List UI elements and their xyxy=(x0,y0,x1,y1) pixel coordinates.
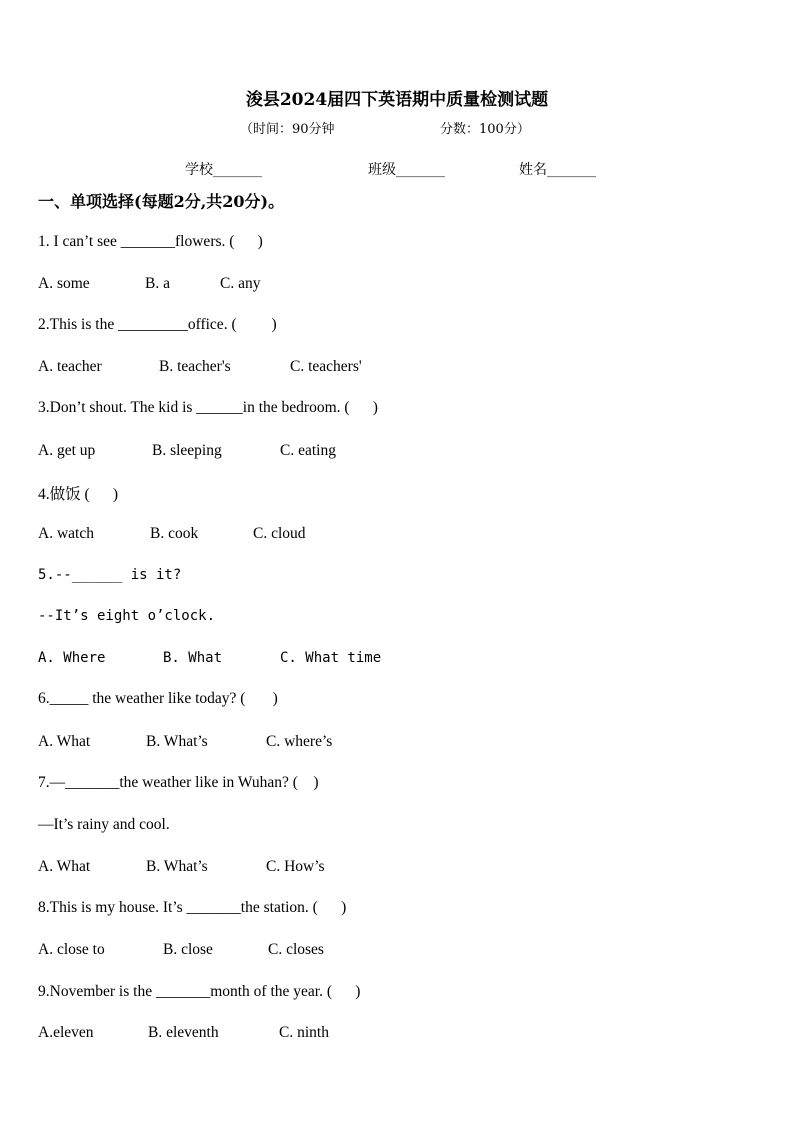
school-field: 学校_______ xyxy=(185,162,262,178)
question-1-text: 1. I can’t see _______flowers. ( ) xyxy=(38,233,263,250)
question-6-option-b: B. What’s xyxy=(146,733,208,750)
question-2-option-a: A. teacher xyxy=(38,358,102,375)
question-6-text: 6._____ the weather like today? ( ) xyxy=(38,690,278,707)
question-3-option-b: B. sleeping xyxy=(152,442,222,459)
question-1-option-b: B. a xyxy=(145,275,170,292)
name-field: 姓名_______ xyxy=(519,162,596,178)
question-8-option-b: B. close xyxy=(163,941,213,958)
question-4-option-c: C. cloud xyxy=(253,525,306,542)
question-5-option-c: C. What time xyxy=(280,650,382,666)
question-1-option-a: A. some xyxy=(38,275,90,292)
question-2-option-b: B. teacher's xyxy=(159,358,231,375)
question-1-option-c: C. any xyxy=(220,275,261,292)
question-7-option-a: A. What xyxy=(38,858,91,875)
class-field: 班级_______ xyxy=(368,162,445,178)
question-9-option-c: C. ninth xyxy=(279,1024,329,1041)
question-7-option-c: C. How’s xyxy=(266,858,325,875)
question-8-option-a: A. close to xyxy=(38,941,105,958)
question-4-text: 4.做饭 ( ) xyxy=(38,486,119,503)
question-7-option-b: B. What’s xyxy=(146,858,208,875)
question-9-text: 9.November is the _______month of the year. ( ) xyxy=(38,983,361,1000)
question-7-text: 7.—_______the weather like in Wuhan? ( ) xyxy=(38,774,319,791)
question-5-option-a: A. Where xyxy=(38,650,106,666)
question-3-option-c: C. eating xyxy=(280,442,336,459)
question-5-response: --It’s eight o’clock. xyxy=(38,608,216,624)
question-5-option-b: B. What xyxy=(163,650,223,666)
question-3-option-a: A. get up xyxy=(38,442,96,459)
question-4-option-a: A. watch xyxy=(38,525,94,542)
question-4-option-b: B. cook xyxy=(150,525,199,542)
question-8-text: 8.This is my house. It’s _______the station. ( ) xyxy=(38,899,347,916)
question-5-text: 5.--______ is it? xyxy=(38,567,182,583)
question-3-text: 3.Don’t shout. The kid is ______in the bedroom. ( ) xyxy=(38,399,378,416)
exam-score-info: 分数：100分） xyxy=(440,122,530,137)
question-2-option-c: C. teachers' xyxy=(290,358,362,375)
question-2-text: 2.This is the _________office. ( ) xyxy=(38,316,277,333)
question-6-option-a: A. What xyxy=(38,733,91,750)
question-9-option-a: A.eleven xyxy=(38,1024,94,1041)
question-9-option-b: B. eleventh xyxy=(148,1024,219,1041)
question-8-option-c: C. closes xyxy=(268,941,324,958)
question-6-option-c: C. where’s xyxy=(266,733,333,750)
page-title: 浚县2024届四下英语期中质量检测试题 xyxy=(245,90,549,110)
exam-time-info: （时间：90分钟 xyxy=(240,122,335,137)
question-7-response: —It’s rainy and cool. xyxy=(38,816,170,833)
section-heading: 一、单项选择(每题2分,共20分)。 xyxy=(38,192,285,211)
